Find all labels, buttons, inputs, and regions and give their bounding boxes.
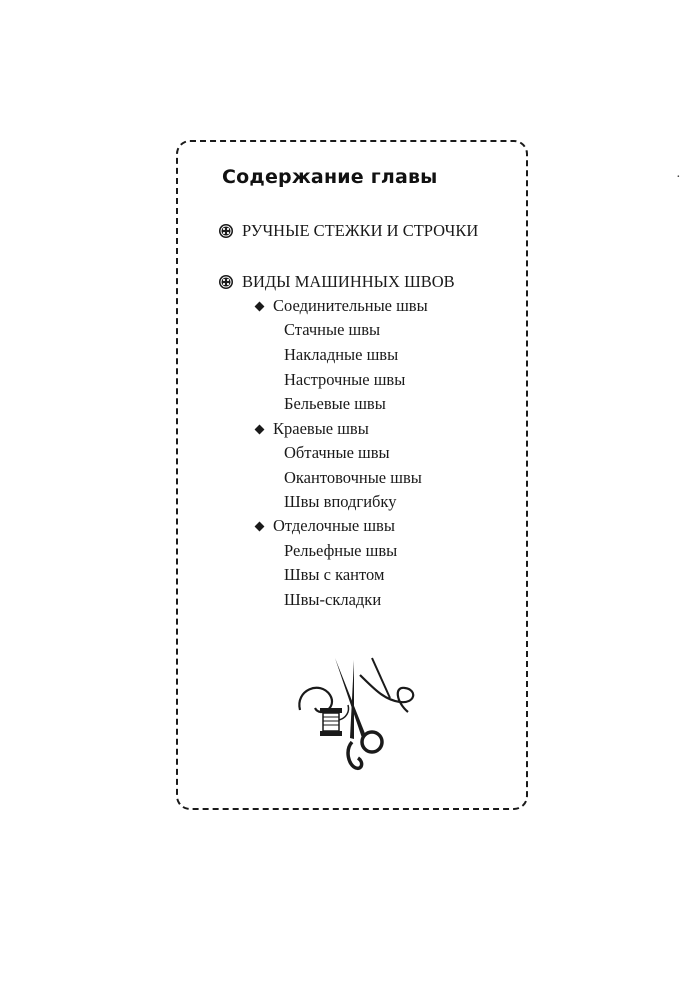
toc-subsection-label: Отделочные швы (273, 516, 395, 535)
diamond-bullet-icon (255, 521, 265, 531)
toc-item: Швы с кантом (284, 565, 385, 584)
toc-item: Швы-складки (284, 590, 382, 609)
toc-section-label: ВИДЫ МАШИННЫХ ШВОВ (242, 272, 455, 291)
diamond-bullet-icon (255, 301, 265, 311)
toc-subsection-label: Краевые швы (273, 419, 369, 438)
scissors-spool-needle-icon (290, 650, 420, 780)
toc-item: Швы вподгибку (284, 492, 397, 511)
button-icon (218, 274, 234, 290)
toc-section-machine-seams (218, 272, 455, 292)
toc-item: Накладные швы (284, 345, 399, 364)
toc-section-label: РУЧНЫЕ СТЕЖКИ И СТРОЧКИ (242, 221, 479, 240)
stray-mark: · (676, 170, 681, 185)
chapter-contents-title: Содержание главы (222, 166, 438, 188)
toc-subsection-edge-seams (256, 419, 369, 439)
toc-item: Рельефные швы (284, 541, 398, 560)
toc-subsection-label: Соединительные швы (273, 296, 428, 315)
button-icon (218, 223, 234, 239)
toc-item: Настрочные швы (284, 370, 406, 389)
diamond-bullet-icon (255, 424, 265, 434)
toc-item: Обтачные швы (284, 443, 390, 462)
toc-section-hand-stitches (218, 221, 478, 241)
toc-subsection-decorative-seams (256, 516, 395, 536)
toc-item: Окантовочные швы (284, 468, 422, 487)
toc-subsection-joining-seams (256, 296, 428, 316)
toc-item: Бельевые швы (284, 394, 386, 413)
toc-item: Стачные швы (284, 320, 381, 339)
